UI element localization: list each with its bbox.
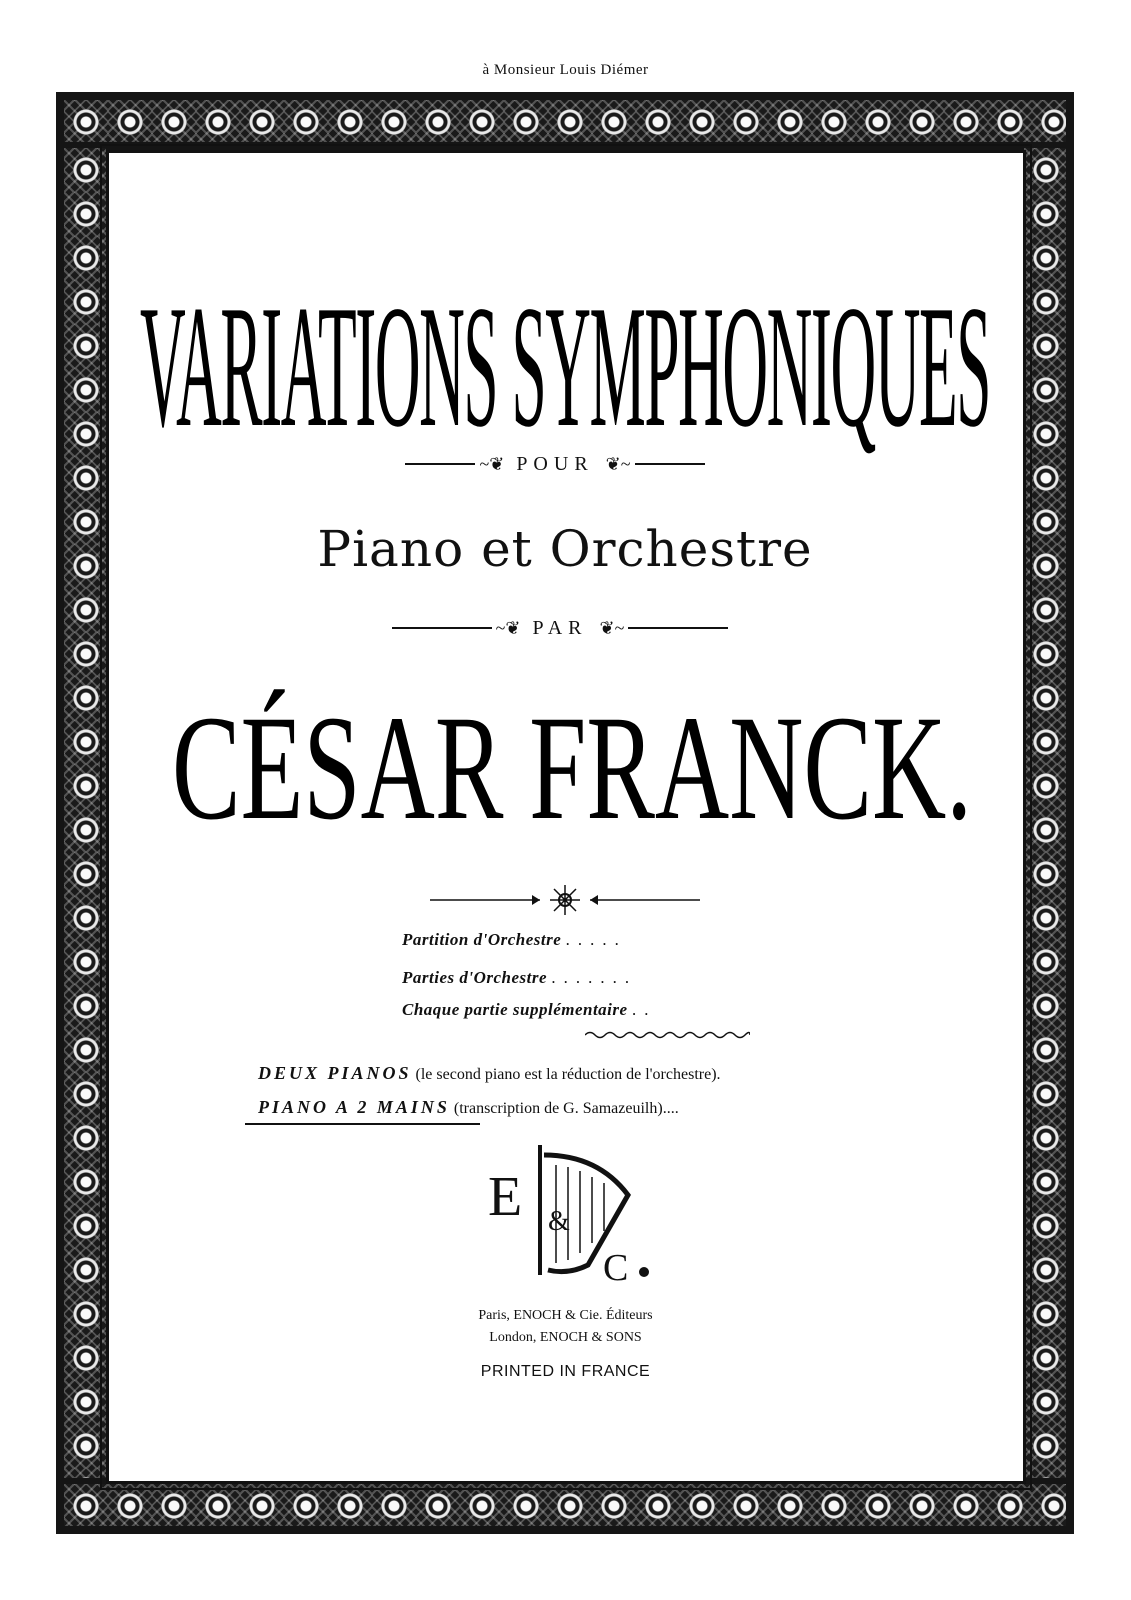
pour-word: POUR (516, 452, 594, 475)
edition-caps: DEUX PIANOS (258, 1063, 412, 1083)
dedication: à Monsieur Louis Diémer (482, 62, 649, 78)
edition-label: Chaque partie supplémentaire (402, 1000, 628, 1019)
leader-dots: ....... (551, 968, 638, 987)
edition-description: (le second piano est la réduction de l'orchestre). (415, 1066, 721, 1083)
work-title (110, 170, 1020, 470)
edition-description: (transcription de G. Samazeuilh).... (453, 1100, 679, 1117)
pour-line (400, 452, 710, 476)
composer-name-text: CÉSAR FRANCK. (172, 685, 972, 830)
star-ornament-icon (430, 885, 700, 915)
two-pianos-edition (258, 1063, 721, 1084)
svg-text:E: E (488, 1166, 523, 1228)
edition-orchestral-parts (402, 968, 638, 988)
ornament-rule-left (392, 627, 492, 629)
leader-dots: .. (632, 1000, 657, 1019)
edition-label: Partition d'Orchestre (402, 930, 562, 949)
composer-name (110, 680, 1020, 830)
work-title-text: VARIATIONS SYMPHONIQUES (140, 269, 990, 463)
swirl-ornament-icon: ~❦ (495, 617, 521, 638)
ornament-rule-left (405, 463, 475, 465)
swirl-ornament-icon: ❦~ (605, 453, 631, 474)
swirl-ornament-icon: ❦~ (599, 617, 625, 638)
publisher-london: London, ENOCH & SONS (489, 1330, 642, 1345)
border-bottom-ornament (64, 1484, 1066, 1526)
edition-caps: PIANO A 2 MAINS (258, 1097, 450, 1117)
ornament-rule-right (628, 627, 728, 629)
swirl-ornament-icon: ~❦ (479, 453, 505, 474)
subtitle: Piano et Orchestre (317, 520, 813, 578)
edition-extra-part (402, 1000, 657, 1020)
wavy-rule (585, 1030, 750, 1040)
border-top-ornament (64, 100, 1066, 142)
par-line (360, 616, 760, 640)
leader-dots: ..... (566, 930, 628, 949)
ornament-rule-right (635, 463, 705, 465)
par-word: PAR (532, 616, 588, 639)
piano-solo-edition (258, 1097, 679, 1118)
harp-logo-icon (478, 1135, 658, 1285)
edition-orchestral-score (402, 930, 627, 950)
edition-label: Parties d'Orchestre (402, 968, 548, 987)
publisher-paris: Paris, ENOCH & Cie. Éditeurs (478, 1308, 653, 1323)
printed-in: PRINTED IN FRANCE (480, 1363, 651, 1380)
svg-text:&: & (548, 1206, 570, 1237)
underline-rule (245, 1123, 480, 1125)
svg-text:C: C (603, 1247, 629, 1285)
